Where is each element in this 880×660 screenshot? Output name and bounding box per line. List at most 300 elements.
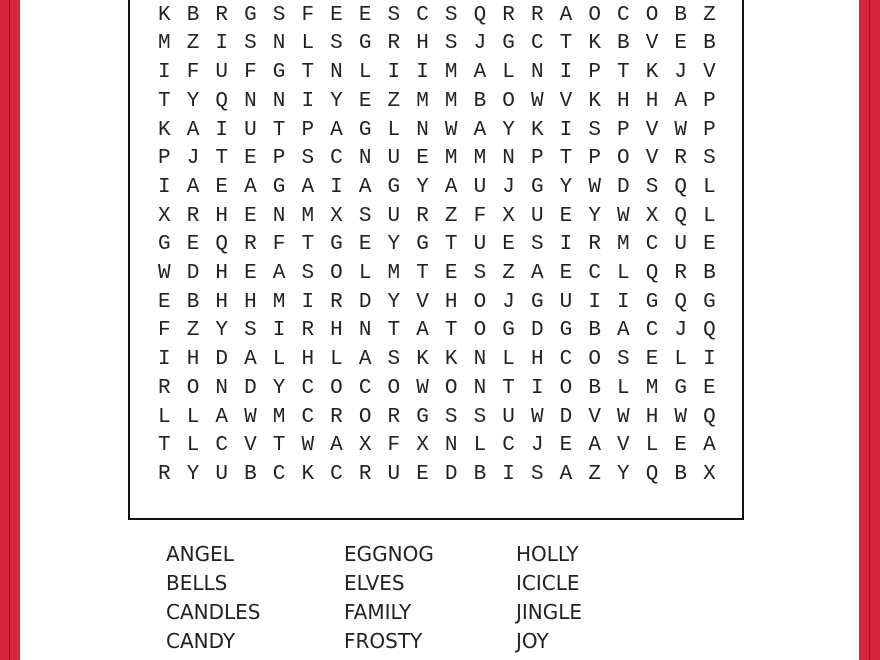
grid-letter[interactable]: R	[416, 204, 429, 228]
grid-letter[interactable]: O	[358, 405, 372, 429]
grid-letter[interactable]: J	[674, 61, 688, 85]
grid-letter[interactable]: H	[215, 204, 229, 228]
grid-letter[interactable]: Z	[387, 89, 401, 113]
grid-letter[interactable]: W	[674, 118, 688, 142]
grid-letter[interactable]: R	[158, 462, 171, 486]
grid-letter[interactable]: L	[272, 348, 286, 372]
grid-letter[interactable]: U	[387, 204, 401, 228]
grid-letter[interactable]: Y	[502, 118, 515, 142]
grid-letter[interactable]: W	[530, 405, 544, 429]
grid-letter[interactable]: U	[473, 233, 487, 257]
grid-letter[interactable]: P	[703, 118, 716, 142]
grid-letter[interactable]: Q	[674, 290, 688, 314]
grid-letter[interactable]: Y	[588, 204, 601, 228]
grid-letter[interactable]: S	[358, 204, 372, 228]
grid-letter[interactable]: M	[158, 32, 171, 56]
grid-letter[interactable]: R	[674, 262, 688, 285]
grid-letter[interactable]: Q	[473, 3, 487, 27]
grid-letter[interactable]: E	[703, 376, 716, 400]
grid-letter[interactable]: L	[617, 376, 630, 400]
grid-letter[interactable]: S	[301, 147, 315, 171]
grid-letter[interactable]: T	[215, 147, 229, 171]
grid-letter[interactable]: N	[530, 61, 544, 85]
grid-letter[interactable]: A	[473, 118, 487, 142]
grid-letter[interactable]: I	[588, 290, 601, 314]
grid-letter[interactable]: L	[330, 348, 343, 372]
grid-letter[interactable]: H	[330, 319, 343, 343]
grid-letter[interactable]: Y	[387, 233, 401, 257]
grid-letter[interactable]: E	[244, 262, 257, 285]
grid-letter[interactable]: W	[617, 405, 630, 429]
grid-letter[interactable]: R	[387, 32, 401, 56]
grid-letter[interactable]: H	[645, 405, 659, 429]
grid-letter[interactable]: S	[444, 405, 458, 429]
grid-letter[interactable]: D	[215, 348, 229, 372]
grid-letter[interactable]: E	[559, 434, 573, 458]
grid-letter[interactable]: M	[387, 262, 401, 285]
grid-letter[interactable]: U	[387, 147, 401, 171]
grid-letter[interactable]: G	[330, 233, 343, 257]
grid-letter[interactable]: J	[674, 319, 688, 343]
grid-letter[interactable]: V	[617, 434, 630, 458]
grid-letter[interactable]: Y	[215, 319, 229, 343]
grid-letter[interactable]: C	[588, 262, 601, 285]
grid-letter[interactable]: R	[358, 462, 372, 486]
grid-letter[interactable]: E	[358, 89, 372, 113]
grid-letter[interactable]: G	[272, 61, 286, 85]
grid-letter[interactable]: G	[645, 290, 659, 314]
grid-letter[interactable]: N	[358, 147, 372, 171]
grid-letter[interactable]: O	[473, 319, 487, 343]
grid-letter[interactable]: M	[473, 147, 487, 171]
grid-letter[interactable]: I	[559, 118, 573, 142]
grid-letter[interactable]: S	[617, 348, 630, 372]
grid-letter[interactable]: D	[358, 290, 372, 314]
grid-letter[interactable]: W	[416, 376, 429, 400]
grid-letter[interactable]: A	[244, 175, 257, 199]
grid-letter[interactable]: O	[502, 89, 515, 113]
grid-letter[interactable]: X	[416, 434, 429, 458]
grid-letter[interactable]: C	[215, 434, 229, 458]
grid-letter[interactable]: T	[158, 89, 171, 113]
grid-letter[interactable]: B	[473, 89, 487, 113]
grid-letter[interactable]: P	[301, 118, 315, 142]
grid-letter[interactable]: U	[674, 233, 688, 257]
grid-letter[interactable]: W	[588, 175, 601, 199]
grid-letter[interactable]: S	[645, 175, 659, 199]
grid-letter[interactable]: N	[244, 89, 257, 113]
grid-letter[interactable]: W	[158, 262, 171, 285]
grid-letter[interactable]: U	[215, 61, 229, 85]
grid-letter[interactable]: R	[330, 405, 343, 429]
grid-letter[interactable]: I	[301, 290, 315, 314]
grid-letter[interactable]: V	[244, 434, 257, 458]
grid-letter[interactable]: I	[272, 319, 286, 343]
grid-letter[interactable]: L	[502, 348, 515, 372]
grid-letter[interactable]: N	[502, 147, 515, 171]
grid-letter[interactable]: R	[674, 147, 688, 171]
grid-letter[interactable]: D	[444, 462, 458, 486]
grid-letter[interactable]: J	[502, 175, 515, 199]
grid-letter[interactable]: R	[588, 233, 601, 257]
grid-letter[interactable]: C	[559, 348, 573, 372]
grid-letter[interactable]	[724, 0, 753, 1]
grid-letter[interactable]: M	[617, 233, 630, 257]
grid-letter[interactable]: M	[272, 290, 286, 314]
grid-letter[interactable]: S	[473, 405, 487, 429]
grid-letter[interactable]: T	[301, 233, 315, 257]
grid-letter[interactable]: K	[530, 118, 544, 142]
grid-letter[interactable]: W	[444, 118, 458, 142]
grid-letter[interactable]: J	[530, 434, 544, 458]
grid-letter[interactable]: E	[244, 147, 257, 171]
grid-letter[interactable]: I	[559, 61, 573, 85]
grid-letter[interactable]: T	[444, 233, 458, 257]
grid-letter[interactable]: I	[387, 61, 401, 85]
grid-letter[interactable]: I	[215, 32, 229, 56]
grid-letter[interactable]: Y	[387, 290, 401, 314]
grid-letter[interactable]: W	[617, 204, 630, 228]
grid-letter[interactable]: D	[617, 175, 630, 199]
grid-letter[interactable]: N	[444, 434, 458, 458]
grid-letter[interactable]: B	[588, 376, 601, 400]
grid-letter[interactable]: S	[473, 262, 487, 285]
grid-letter[interactable]: A	[588, 434, 601, 458]
grid-letter[interactable]: G	[416, 405, 429, 429]
grid-letter[interactable]: V	[645, 32, 659, 56]
grid-letter[interactable]: J	[502, 290, 515, 314]
grid-letter[interactable]: K	[444, 348, 458, 372]
grid-letter[interactable]: O	[645, 3, 659, 27]
grid-letter[interactable]: M	[645, 376, 659, 400]
grid-letter[interactable]: L	[645, 434, 659, 458]
grid-letter[interactable]: Q	[645, 462, 659, 486]
grid-letter[interactable]: U	[502, 405, 515, 429]
grid-letter[interactable]: G	[703, 290, 716, 314]
grid-letter[interactable]: R	[301, 319, 315, 343]
grid-letter[interactable]: R	[502, 3, 515, 27]
grid-letter[interactable]: Y	[416, 175, 429, 199]
grid-letter[interactable]: L	[617, 262, 630, 285]
grid-letter[interactable]: I	[158, 61, 171, 85]
grid-letter[interactable]: L	[186, 405, 200, 429]
grid-letter[interactable]: E	[158, 290, 171, 314]
grid-letter[interactable]: A	[244, 348, 257, 372]
grid-letter[interactable]: S	[330, 32, 343, 56]
grid-letter[interactable]: I	[330, 175, 343, 199]
grid-letter[interactable]: H	[215, 290, 229, 314]
grid-letter[interactable]: W	[674, 405, 688, 429]
grid-letter[interactable]: E	[645, 348, 659, 372]
grid-letter[interactable]: E	[186, 233, 200, 257]
grid-letter[interactable]: H	[617, 89, 630, 113]
grid-letter[interactable]: T	[416, 262, 429, 285]
grid-letter[interactable]: L	[502, 61, 515, 85]
grid-letter[interactable]: G	[387, 175, 401, 199]
grid-letter[interactable]: S	[530, 233, 544, 257]
grid-letter[interactable]: V	[588, 405, 601, 429]
grid-letter[interactable]: C	[617, 3, 630, 27]
grid-letter[interactable]: I	[703, 348, 716, 372]
grid-letter[interactable]: A	[330, 434, 343, 458]
grid-letter[interactable]: L	[703, 175, 716, 199]
grid-letter[interactable]: E	[358, 3, 372, 27]
grid-letter[interactable]: Z	[502, 262, 515, 285]
grid-letter[interactable]: U	[244, 118, 257, 142]
grid-letter[interactable]: C	[330, 147, 343, 171]
grid-letter[interactable]: Y	[186, 462, 200, 486]
grid-letter[interactable]: O	[473, 290, 487, 314]
grid-letter[interactable]: F	[272, 233, 286, 257]
grid-letter[interactable]: I	[416, 61, 429, 85]
grid-letter[interactable]: H	[530, 348, 544, 372]
grid-letter[interactable]: R	[186, 204, 200, 228]
grid-letter[interactable]: F	[473, 204, 487, 228]
grid-letter[interactable]: X	[502, 204, 515, 228]
grid-letter[interactable]: L	[387, 118, 401, 142]
grid-letter[interactable]: T	[444, 319, 458, 343]
grid-letter[interactable]: H	[645, 89, 659, 113]
grid-letter[interactable]: S	[244, 32, 257, 56]
grid-letter[interactable]: Q	[703, 319, 716, 343]
grid-letter[interactable]: A	[559, 3, 573, 27]
grid-letter[interactable]: J	[473, 32, 487, 56]
grid-letter[interactable]: M	[444, 147, 458, 171]
grid-letter[interactable]: V	[645, 147, 659, 171]
grid-letter[interactable]: S	[530, 462, 544, 486]
grid-letter[interactable]: L	[186, 434, 200, 458]
grid-letter[interactable]: G	[674, 376, 688, 400]
grid-letter[interactable]: N	[416, 118, 429, 142]
grid-letter[interactable]: F	[301, 3, 315, 27]
grid-letter[interactable]: X	[358, 434, 372, 458]
grid-letter[interactable]: G	[244, 3, 257, 27]
grid-letter[interactable]: W	[244, 405, 257, 429]
grid-letter[interactable]: Q	[215, 89, 229, 113]
grid-letter[interactable]: C	[301, 405, 315, 429]
grid-letter[interactable]: R	[330, 290, 343, 314]
grid-letter[interactable]: V	[559, 89, 573, 113]
grid-letter[interactable]: V	[416, 290, 429, 314]
grid-letter[interactable]: G	[272, 175, 286, 199]
grid-letter[interactable]: E	[559, 262, 573, 285]
grid-letter[interactable]: P	[617, 118, 630, 142]
grid-letter[interactable]: A	[186, 175, 200, 199]
grid-letter[interactable]: I	[301, 89, 315, 113]
grid-letter[interactable]: P	[703, 89, 716, 113]
grid-letter[interactable]: T	[502, 376, 515, 400]
grid-letter[interactable]: P	[272, 147, 286, 171]
grid-letter[interactable]: A	[358, 348, 372, 372]
grid-letter[interactable]: E	[674, 434, 688, 458]
grid-letter[interactable]: N	[272, 204, 286, 228]
grid-letter[interactable]: N	[215, 376, 229, 400]
grid-letter[interactable]: H	[186, 348, 200, 372]
grid-letter[interactable]: O	[330, 262, 343, 285]
grid-letter[interactable]: F	[158, 319, 171, 343]
grid-letter[interactable]: Y	[617, 462, 630, 486]
grid-letter[interactable]: U	[530, 204, 544, 228]
grid-letter[interactable]: I	[502, 462, 515, 486]
grid-letter[interactable]: U	[387, 462, 401, 486]
grid-letter[interactable]: E	[416, 462, 429, 486]
grid-letter[interactable]: G	[502, 319, 515, 343]
grid-letter[interactable]: H	[301, 348, 315, 372]
grid-letter[interactable]: G	[358, 32, 372, 56]
grid-letter[interactable]: Q	[674, 175, 688, 199]
grid-letter[interactable]: B	[617, 32, 630, 56]
grid-letter[interactable]: L	[473, 434, 487, 458]
grid-letter[interactable]: X	[703, 462, 716, 486]
grid-letter[interactable]: S	[703, 147, 716, 171]
grid-letter[interactable]: Q	[645, 262, 659, 285]
grid-letter[interactable]: L	[358, 61, 372, 85]
grid-letter[interactable]: B	[244, 462, 257, 486]
grid-letter[interactable]: L	[358, 262, 372, 285]
grid-letter[interactable]: B	[674, 462, 688, 486]
grid-letter[interactable]: E	[502, 233, 515, 257]
grid-letter[interactable]: V	[703, 61, 716, 85]
grid-letter[interactable]: C	[645, 233, 659, 257]
grid-letter[interactable]: K	[588, 32, 601, 56]
grid-letter[interactable]: M	[272, 405, 286, 429]
grid-letter[interactable]: O	[186, 376, 200, 400]
grid-letter[interactable]: S	[387, 3, 401, 27]
grid-letter[interactable]: L	[703, 204, 716, 228]
grid-letter[interactable]: C	[645, 319, 659, 343]
grid-letter[interactable]: N	[330, 61, 343, 85]
grid-letter[interactable]: A	[416, 319, 429, 343]
grid-letter[interactable]: W	[530, 89, 544, 113]
grid-letter[interactable]: F	[387, 434, 401, 458]
grid-letter[interactable]: I	[215, 118, 229, 142]
grid-letter[interactable]: D	[186, 262, 200, 285]
grid-letter[interactable]: I	[559, 233, 573, 257]
grid-letter[interactable]: Y	[559, 175, 573, 199]
grid-letter[interactable]: B	[674, 3, 688, 27]
grid-letter[interactable]: C	[301, 376, 315, 400]
grid-letter[interactable]: A	[301, 175, 315, 199]
grid-letter[interactable]: H	[444, 290, 458, 314]
grid-letter[interactable]: E	[703, 233, 716, 257]
grid-letter[interactable]: C	[358, 376, 372, 400]
grid-letter[interactable]: D	[559, 405, 573, 429]
grid-letter[interactable]: S	[444, 32, 458, 56]
grid-letter[interactable]: Z	[703, 3, 716, 27]
grid-letter[interactable]: T	[559, 32, 573, 56]
grid-letter[interactable]: M	[416, 89, 429, 113]
grid-letter[interactable]: Q	[703, 405, 716, 429]
grid-letter[interactable]: N	[272, 32, 286, 56]
grid-letter[interactable]: B	[186, 3, 200, 27]
grid-letter[interactable]: M	[444, 61, 458, 85]
grid-letter[interactable]: G	[530, 290, 544, 314]
grid-letter[interactable]: W	[301, 434, 315, 458]
grid-letter[interactable]: X	[158, 204, 171, 228]
grid-letter[interactable]: G	[530, 175, 544, 199]
grid-letter[interactable]: S	[387, 348, 401, 372]
grid-letter[interactable]: N	[272, 89, 286, 113]
grid-letter[interactable]: T	[272, 434, 286, 458]
grid-letter[interactable]: T	[158, 434, 171, 458]
grid-letter[interactable]: Z	[186, 32, 200, 56]
grid-letter[interactable]: N	[473, 348, 487, 372]
grid-letter[interactable]: E	[215, 175, 229, 199]
grid-letter[interactable]: C	[272, 462, 286, 486]
grid-letter[interactable]: J	[186, 147, 200, 171]
grid-letter[interactable]: R	[215, 3, 229, 27]
grid-letter[interactable]: B	[588, 319, 601, 343]
grid-letter[interactable]: O	[444, 376, 458, 400]
grid-letter[interactable]: K	[645, 61, 659, 85]
grid-letter[interactable]: T	[272, 118, 286, 142]
grid-letter[interactable]: G	[559, 319, 573, 343]
grid-letter[interactable]: G	[158, 233, 171, 257]
grid-letter[interactable]: E	[358, 233, 372, 257]
grid-letter[interactable]: E	[330, 3, 343, 27]
grid-letter[interactable]: P	[588, 147, 601, 171]
grid-letter[interactable]: C	[330, 462, 343, 486]
grid-letter[interactable]: P	[530, 147, 544, 171]
grid-letter[interactable]: R	[158, 376, 171, 400]
grid-letter[interactable]: E	[244, 204, 257, 228]
grid-letter[interactable]: Q	[674, 204, 688, 228]
grid-letter[interactable]: H	[244, 290, 257, 314]
grid-letter[interactable]: F	[186, 61, 200, 85]
grid-letter[interactable]: T	[301, 61, 315, 85]
grid-letter[interactable]: D	[530, 319, 544, 343]
grid-letter[interactable]: B	[186, 290, 200, 314]
grid-letter[interactable]: Y	[330, 89, 343, 113]
grid-letter[interactable]: A	[358, 175, 372, 199]
grid-letter[interactable]: U	[215, 462, 229, 486]
grid-letter[interactable]: U	[473, 175, 487, 199]
grid-letter[interactable]: T	[559, 147, 573, 171]
grid-letter[interactable]: V	[645, 118, 659, 142]
grid-letter[interactable]: M	[301, 204, 315, 228]
grid-letter[interactable]: L	[674, 348, 688, 372]
grid-letter[interactable]: X	[330, 204, 343, 228]
grid-letter[interactable]: K	[416, 348, 429, 372]
grid-letter[interactable]: Y	[186, 89, 200, 113]
grid-letter[interactable]: Q	[215, 233, 229, 257]
grid-letter[interactable]: S	[444, 3, 458, 27]
grid-letter[interactable]: O	[617, 147, 630, 171]
grid-letter[interactable]: K	[588, 89, 601, 113]
grid-letter[interactable]: K	[158, 3, 171, 27]
grid-letter[interactable]: A	[330, 118, 343, 142]
grid-letter[interactable]: N	[358, 319, 372, 343]
grid-letter[interactable]: E	[559, 204, 573, 228]
grid-letter[interactable]: G	[502, 32, 515, 56]
grid-letter[interactable]: C	[502, 434, 515, 458]
grid-letter[interactable]: P	[588, 61, 601, 85]
grid-letter[interactable]: O	[588, 348, 601, 372]
grid-letter[interactable]: T	[387, 319, 401, 343]
grid-letter[interactable]: C	[530, 32, 544, 56]
grid-letter[interactable]: O	[588, 3, 601, 27]
grid-letter[interactable]: S	[272, 3, 286, 27]
grid-letter[interactable]: G	[416, 233, 429, 257]
grid-letter[interactable]: H	[416, 32, 429, 56]
grid-letter[interactable]: U	[559, 290, 573, 314]
grid-letter[interactable]: K	[301, 462, 315, 486]
grid-letter[interactable]: R	[530, 3, 544, 27]
grid-letter[interactable]: B	[703, 32, 716, 56]
grid-letter[interactable]: T	[617, 61, 630, 85]
grid-letter[interactable]: A	[444, 175, 458, 199]
grid-letter[interactable]: Z	[444, 204, 458, 228]
